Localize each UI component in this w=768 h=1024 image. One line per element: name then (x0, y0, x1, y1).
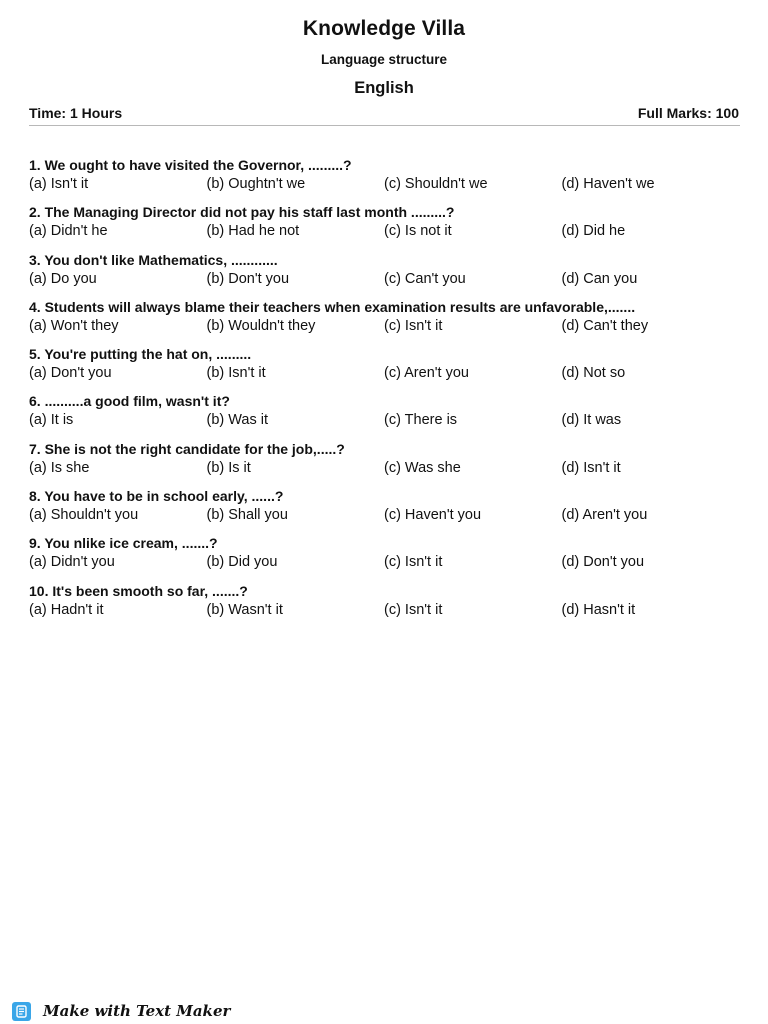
option-a: (a) Won't they (29, 317, 119, 334)
option-b: (b) Wouldn't they (206, 317, 316, 334)
option-b: (b) Shall you (206, 507, 288, 524)
question-text: 4. Students will always blame their teachers when examination results are unfavorable,....... (29, 298, 636, 315)
question-text: 7. She is not the right candidate for the job,.....? (29, 440, 345, 457)
question-item (29, 203, 739, 250)
option-a: (a) Didn't he (29, 223, 108, 240)
option-a: (a) Hadn't it (29, 601, 104, 618)
question-text: 8. You have to be in school early, ......? (29, 488, 284, 505)
option-d: (d) Hasn't it (561, 601, 636, 618)
question-item (29, 487, 739, 534)
question-text: 3. You don't like Mathematics, ............ (29, 251, 278, 268)
document-title: Knowledge Villa (302, 17, 466, 40)
option-d: (d) Did he (561, 223, 626, 240)
option-d: (d) Aren't you (561, 507, 648, 524)
option-c: (c) Was she (384, 459, 461, 476)
option-d: (d) It was (561, 412, 622, 429)
option-a: (a) It is (29, 412, 74, 429)
option-b: (b) Don't you (206, 270, 290, 287)
option-b: (b) Isn't it (206, 365, 266, 382)
option-a: (a) Do you (29, 270, 97, 287)
option-d: (d) Not so (561, 365, 626, 382)
question-options (29, 411, 739, 430)
option-c: (c) Shouldn't we (384, 176, 488, 192)
option-a: (a) Shouldn't you (29, 507, 139, 524)
option-d: (d) Don't you (561, 554, 645, 571)
option-b: (b) Wasn't it (206, 601, 283, 618)
question-item (29, 582, 739, 629)
question-item (29, 156, 739, 203)
question-list (29, 156, 739, 629)
question-options (29, 506, 739, 525)
option-b: (b) Had he not (206, 223, 300, 240)
option-b: (b) Oughtn't we (206, 176, 306, 192)
footer-watermark (12, 1001, 230, 1021)
footer-text: Make with Text Maker (43, 1002, 231, 1020)
option-b: (b) Was it (206, 412, 268, 429)
document-subtitle: Language structure (320, 52, 448, 67)
option-a: (a) Is she (29, 459, 90, 476)
question-options (29, 553, 739, 572)
option-d: (d) Can't they (561, 317, 649, 334)
question-options (29, 270, 739, 289)
question-options (29, 317, 739, 336)
option-c: (c) Is not it (384, 223, 452, 240)
question-options (29, 222, 739, 241)
option-d: (d) Isn't it (561, 459, 621, 476)
question-text: 5. You're putting the hat on, ......... (29, 346, 252, 363)
option-b: (b) Did you (206, 554, 278, 571)
question-text: 6. ..........a good film, wasn't it? (29, 393, 230, 410)
question-options (29, 175, 739, 194)
option-a: (a) Don't you (29, 365, 112, 382)
question-options (29, 364, 739, 383)
question-item (29, 345, 739, 392)
time-label: Time: 1 Hours (29, 105, 123, 121)
option-c: (c) Aren't you (384, 365, 469, 382)
question-item (29, 392, 739, 439)
question-item (29, 298, 739, 345)
option-c: (c) Isn't it (384, 317, 443, 334)
question-options (29, 459, 739, 478)
text-maker-logo-icon (12, 1002, 31, 1021)
question-text: 2. The Managing Director did not pay his staff last month .........? (29, 204, 455, 221)
question-text: 9. You nlike ice cream, .......? (29, 535, 218, 552)
question-item (29, 440, 739, 487)
subject-heading: English (354, 79, 414, 97)
question-text: 1. We ought to have visited the Governor, .........? (29, 157, 352, 173)
option-c: (c) Isn't it (384, 601, 443, 618)
option-d: (d) Can you (561, 270, 638, 287)
full-marks-label: Full Marks: 100 (637, 105, 739, 121)
option-d: (d) Haven't we (561, 176, 655, 192)
question-item (29, 534, 739, 581)
question-item (29, 251, 739, 298)
option-c: (c) There is (384, 412, 458, 429)
option-a: (a) Didn't you (29, 554, 115, 571)
option-c: (c) Can't you (384, 270, 466, 287)
question-text: 10. It's been smooth so far, .......? (29, 582, 248, 599)
option-c: (c) Haven't you (384, 507, 482, 524)
header-divider (29, 125, 740, 126)
question-options (29, 601, 739, 620)
option-c: (c) Isn't it (384, 554, 443, 571)
option-b: (b) Is it (206, 459, 251, 476)
exam-meta-row (29, 105, 739, 121)
option-a: (a) Isn't it (29, 176, 89, 192)
